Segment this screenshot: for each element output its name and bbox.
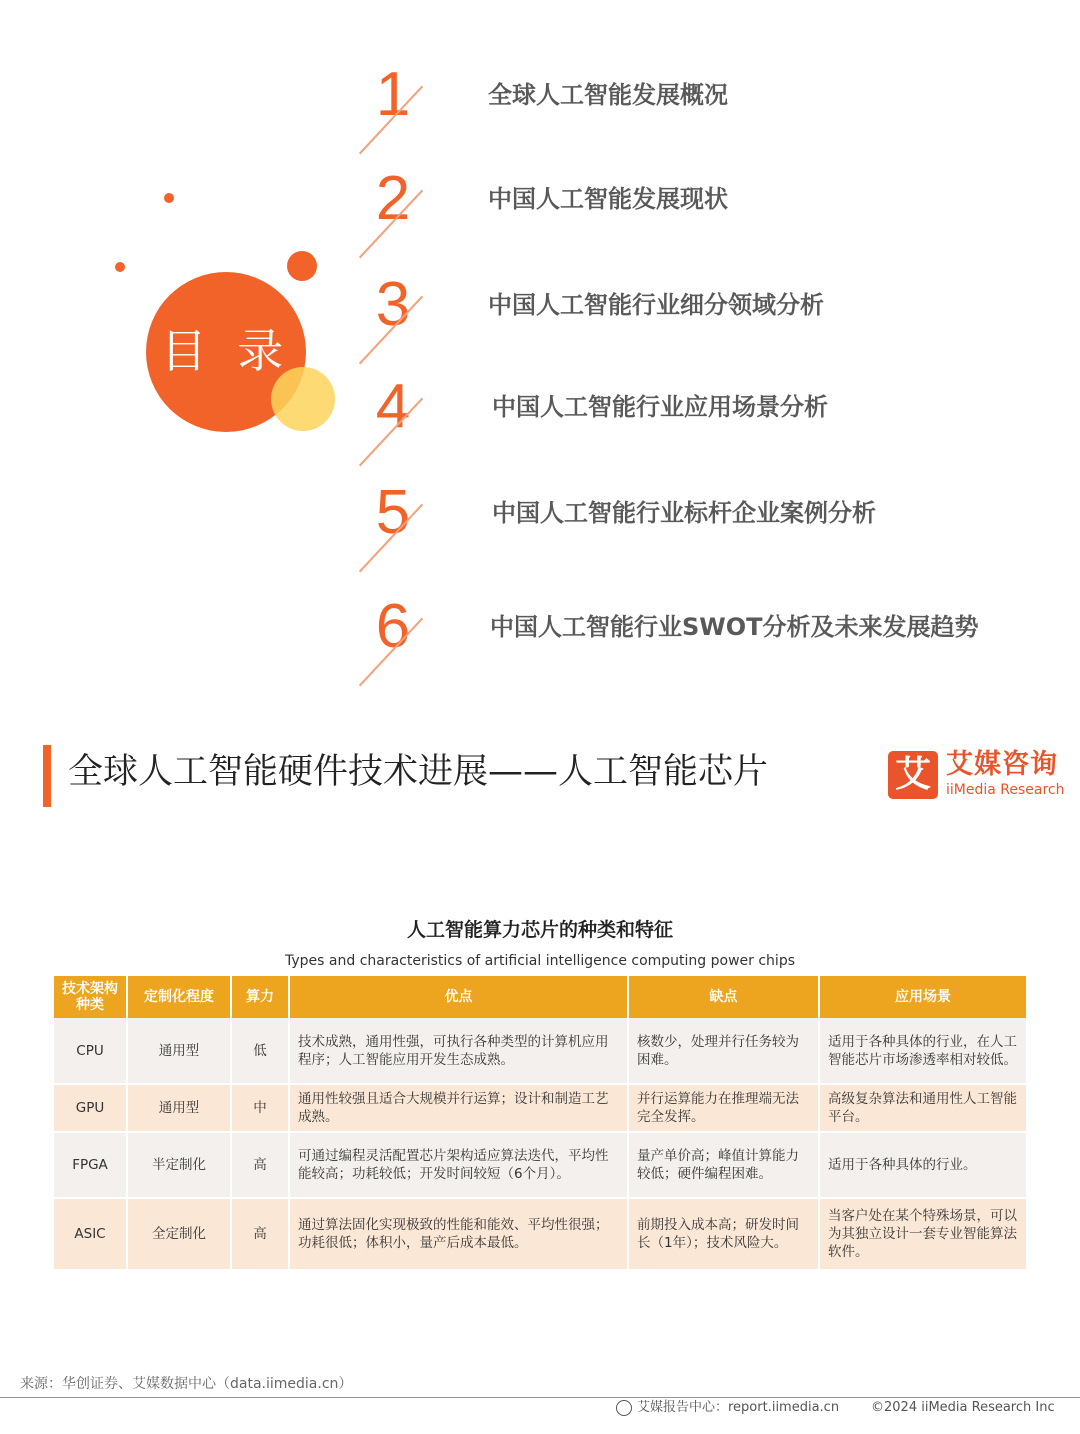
column-header: 应用场景 [819,976,1026,1018]
source-note: 来源：华创证券、艾媒数据中心（data.iimedia.cn） [20,1376,353,1392]
table-row [54,1198,1026,1270]
toc-item-label: 全球人工智能发展概况 [488,81,728,109]
column-header: 定制化程度 [127,976,231,1018]
toc-item-3[interactable] [360,270,1060,384]
table-cell: 高 [231,1132,289,1198]
decorative-dot [164,193,174,203]
footer-copyright: ©2024 iiMedia Research Inc [871,1400,1055,1415]
toc-number: 4 [375,372,411,441]
toc-number: 3 [375,270,411,339]
table-subtitle: Types and characteristics of artificial intelligence computing power chips [285,953,795,969]
toc-item-6[interactable] [360,592,1060,706]
column-header: 优点 [289,976,628,1018]
toc-number: 1 [375,60,411,129]
table-cell: 核数少，处理并行任务较为困难。 [628,1018,819,1084]
table-cell: 并行运算能力在推理端无法完全发挥。 [628,1084,819,1132]
toc-item-2[interactable] [360,164,1060,278]
toc-item-label: 中国人工智能行业标杆企业案例分析 [492,499,876,527]
table-cell: 适用于各种具体的行业。 [819,1132,1026,1198]
toc-item-label: 中国人工智能行业应用场景分析 [492,393,828,421]
toc-item-label: 中国人工智能行业细分领域分析 [488,291,824,319]
decorative-dot [115,262,125,272]
table-cell: 通过算法固化实现极致的性能和能效、平均性很强；功耗很低；体积小，量产后成本最低。 [289,1198,628,1270]
table-cell: 中 [231,1084,289,1132]
table-cell: 技术成熟，通用性强，可执行各种类型的计算机应用程序；人工智能应用开发生态成熟。 [289,1018,628,1084]
logo-glyph: 艾 [894,754,931,795]
table-cell: 可通过编程灵活配置芯片架构适应算法迭代，平均性能较高；功耗较低；开发时间较短（6个月）。 [289,1132,628,1198]
column-header: 技术架构种类 [54,976,127,1018]
table-row [54,1084,1026,1132]
footer-report-link[interactable]: 艾媒报告中心：report.iimedia.cn [637,1400,840,1415]
column-header: 算力 [231,976,289,1018]
section-title: 全球人工智能硬件技术进展——人工智能芯片 [68,752,769,792]
decorative-circle-small [287,251,317,281]
table-cell: CPU [54,1018,127,1084]
table-cell: 低 [231,1018,289,1084]
section-accent-bar [43,745,51,807]
globe-icon [616,1400,632,1416]
column-header: 缺点 [628,976,819,1018]
table-cell: 高 [231,1198,289,1270]
toc-number: 6 [375,592,411,661]
table-cell: 通用性较强且适合大规模并行运算；设计和制造工艺成熟。 [289,1084,628,1132]
table-cell: ASIC [54,1198,127,1270]
table-row [54,1018,1026,1084]
table-cell: 适用于各种具体的行业，在人工智能芯片市场渗透率相对较低。 [819,1018,1026,1084]
table-cell: 通用型 [127,1018,231,1084]
chip-types-table [54,976,1026,1271]
table-row [54,1132,1026,1198]
table-cell: 全定制化 [127,1198,231,1270]
logo-name-cn: 艾媒咨询 [946,749,1058,780]
logo-name-en: iiMedia Research [946,782,1065,798]
toc-item-label: 中国人工智能发展现状 [488,185,728,213]
toc-item-1[interactable] [360,60,1060,174]
table-cell: FPGA [54,1132,127,1198]
toc-item-label: 中国人工智能行业SWOT分析及未来发展趋势 [490,613,979,641]
table-cell: 半定制化 [127,1132,231,1198]
table-cell: GPU [54,1084,127,1132]
toc-item-4[interactable] [360,372,1060,486]
table-cell: 前期投入成本高；研发时间长（1年）；技术风险大。 [628,1198,819,1270]
table-cell: 当客户处在某个特殊场景，可以为其独立设计一套专业智能算法软件。 [819,1198,1026,1270]
table-title: 人工智能算力芯片的种类和特征 [406,919,673,941]
table-cell: 量产单价高；峰值计算能力较低；硬件编程困难。 [628,1132,819,1198]
toc-item-5[interactable] [360,478,1060,592]
toc-number: 5 [375,478,411,547]
toc-title: 目 录 [160,324,292,378]
table-cell: 高级复杂算法和通用性人工智能平台。 [819,1084,1026,1132]
table-cell: 通用型 [127,1084,231,1132]
table-header-row [54,976,1026,1018]
toc-number: 2 [375,164,411,233]
